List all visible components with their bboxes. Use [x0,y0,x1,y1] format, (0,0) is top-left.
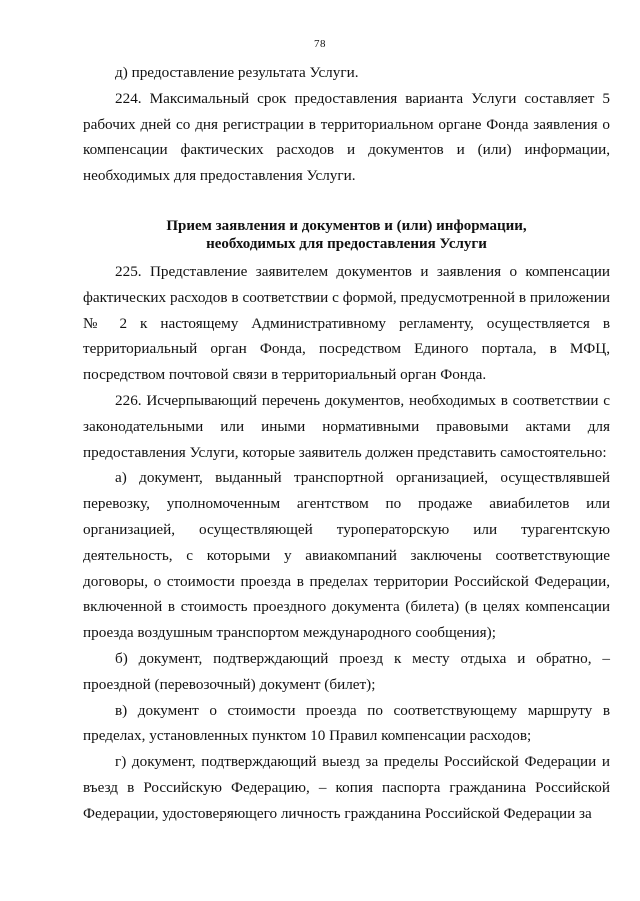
paragraph-225: 225. Представление заявителем документов и заявления о компенсации фактических расходов в соответствии с формой, предусмотренной в приложении № 2 к настоящему Административному регламенту, осуществляется в территориальный орган Фонда, посредством Единого портала, в МФЦ, посредством почтовой связи в территориальный орган Фонда. [83,262,610,384]
paragraph-226: 226. Исчерпывающий перечень документов, необходимых в соответствии с законодательными или иными нормативными правовыми актами для предоставления Услуги, которые заявитель должен представить самостоятельно: [83,391,610,461]
section-heading-line-2: необходимых для предоставления Услуги [206,235,487,252]
list-item-v: в) документ о стоимости проезда по соответствующему маршруту в пределах, установленных пунктом 10 Правил компенсации расходов; [83,701,610,745]
section-heading-line-1: Прием заявления и документов и (или) информации, [166,217,527,234]
paragraph-224: 224. Максимальный срок предоставления варианта Услуги составляет 5 рабочих дней со дня регистрации в территориальном органе Фонда заявления о компенсации фактических расходов и документов и (или) информации, необходимых для предоставления Услуги. [83,89,610,185]
page-number: 78 [314,38,326,50]
list-item-b: б) документ, подтверждающий проезд к месту отдыха и обратно, – проездной (перевозочный) документ (билет); [83,649,610,693]
section-heading [83,217,610,253]
document-body [83,60,610,827]
list-item-g: г) документ, подтверждающий выезд за пределы Российской Федерации и въезд в Российскую Федерацию, – копия паспорта гражданина Российской Федерации, удостоверяющего личность гражданина Российской Федерации за [83,753,610,822]
paragraph-item-d-result: д) предоставление результата Услуги. [115,64,359,81]
list-item-a: а) документ, выданный транспортной организацией, осуществлявшей перевозку, уполномоченным агентством по продаже авиабилетов или организацией, осуществляющей туроператорскую или турагентскую деятельность, с которыми у авиакомпаний заключены соответствующие договоры, о стоимости проезда в пределах территории Российской Федерации, включенной в стоимость проездного документа (билета) (в целях компенсации проезда воздушным транспортом международного сообщения); [83,469,610,642]
